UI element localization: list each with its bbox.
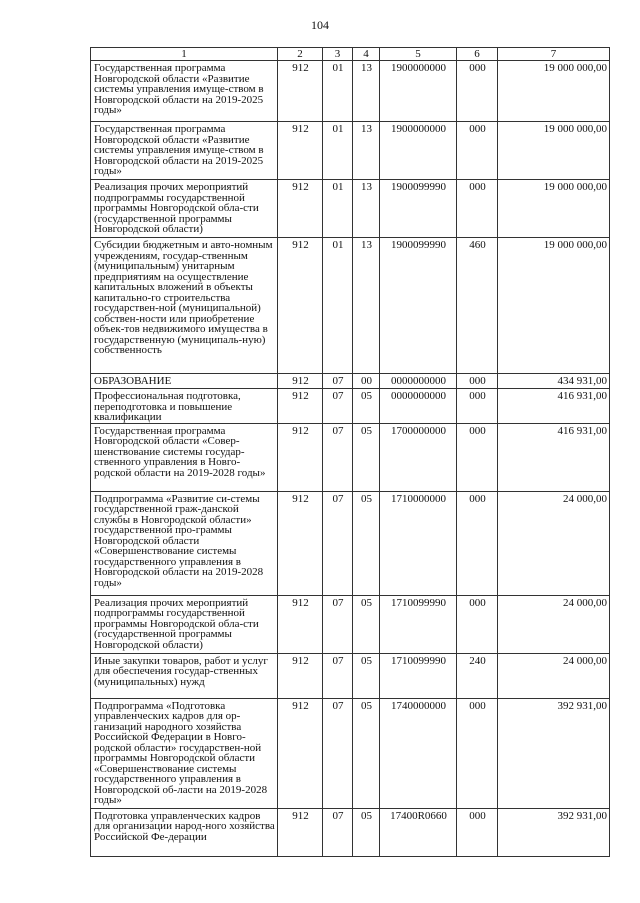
- amount-cell: 392 931,00: [498, 808, 610, 856]
- expense-type-cell: 000: [457, 595, 498, 653]
- row-name-cell: ОБРАЗОВАНИЕ: [91, 374, 278, 389]
- section-code-cell: 01: [323, 180, 353, 238]
- target-article-cell: 1900000000: [380, 122, 457, 180]
- table-row: [91, 122, 610, 180]
- expense-type-cell: 000: [457, 180, 498, 238]
- subsection-code-cell: 05: [353, 653, 380, 698]
- expense-type-cell: 000: [457, 423, 498, 491]
- amount-cell: 434 931,00: [498, 374, 610, 389]
- row-name-cell: Государственная программа Новгородской области «Совер-шенствование системы государ-ственного управления в Новго-родской области на 2019-2028 годы»: [91, 423, 278, 491]
- section-code-cell: 01: [323, 238, 353, 374]
- ministry-code-cell: 912: [278, 389, 323, 424]
- section-code-cell: 07: [323, 423, 353, 491]
- amount-cell: 24 000,00: [498, 491, 610, 595]
- subsection-code-cell: 05: [353, 389, 380, 424]
- expense-type-cell: 000: [457, 61, 498, 122]
- expense-type-cell: 000: [457, 491, 498, 595]
- target-article-cell: 1710099990: [380, 595, 457, 653]
- table-row: [91, 180, 610, 238]
- row-name-cell: Субсидии бюджетным и авто-номным учреждениям, государ-ственным (муниципальным) унитарным предприятиям на осуществление капитальных вложений в объекты капитально-го строительства государствен-ной (муниципальной) собствен-ности или приобретение объек-тов недвижимого имущества в государственную (муниципаль-ную) собственность: [91, 238, 278, 374]
- table-row: [91, 595, 610, 653]
- target-article-cell: 0000000000: [380, 374, 457, 389]
- budget-table: [90, 47, 610, 857]
- subsection-code-cell: 00: [353, 374, 380, 389]
- section-code-cell: 07: [323, 653, 353, 698]
- section-code-cell: 07: [323, 698, 353, 808]
- page-number: 104: [311, 18, 329, 32]
- ministry-code-cell: 912: [278, 423, 323, 491]
- column-header: 7: [498, 48, 610, 61]
- subsection-code-cell: 13: [353, 180, 380, 238]
- column-header: 2: [278, 48, 323, 61]
- target-article-cell: 1900099990: [380, 180, 457, 238]
- target-article-cell: 1700000000: [380, 423, 457, 491]
- amount-cell: 416 931,00: [498, 423, 610, 491]
- subsection-code-cell: 05: [353, 808, 380, 856]
- row-name-cell: Реализация прочих мероприятий подпрограммы государственной программы Новгородской обла-сти (государственной программы Новгородской области): [91, 180, 278, 238]
- table-row: [91, 389, 610, 424]
- column-header: 1: [91, 48, 278, 61]
- ministry-code-cell: 912: [278, 122, 323, 180]
- table-body: [91, 61, 610, 857]
- expense-type-cell: 000: [457, 374, 498, 389]
- row-name-cell: Подпрограмма «Подготовка управленческих кадров для ор-ганизаций народного хозяйства Российской Федерации в Новго-родской области» государствен-ной программы Новгородской области «Совершенствование системы государственного управления в Новгородской об-ласти на 2019-2028 годы»: [91, 698, 278, 808]
- section-code-cell: 01: [323, 61, 353, 122]
- subsection-code-cell: 05: [353, 491, 380, 595]
- target-article-cell: 1900000000: [380, 61, 457, 122]
- target-article-cell: 0000000000: [380, 389, 457, 424]
- subsection-code-cell: 05: [353, 698, 380, 808]
- table-row: [91, 808, 610, 856]
- target-article-cell: 17400R0660: [380, 808, 457, 856]
- expense-type-cell: 000: [457, 808, 498, 856]
- subsection-code-cell: 13: [353, 61, 380, 122]
- expense-type-cell: 000: [457, 389, 498, 424]
- expense-type-cell: 240: [457, 653, 498, 698]
- row-name-cell: Иные закупки товаров, работ и услуг для обеспечения государ-ственных (муниципальных) нужд: [91, 653, 278, 698]
- subsection-code-cell: 13: [353, 238, 380, 374]
- subsection-code-cell: 05: [353, 595, 380, 653]
- amount-cell: 19 000 000,00: [498, 238, 610, 374]
- row-name-cell: Государственная программа Новгородской области «Развитие системы управления имуще-ством в Новгородской области на 2019-2025 годы»: [91, 122, 278, 180]
- expense-type-cell: 460: [457, 238, 498, 374]
- table-row: [91, 61, 610, 122]
- amount-cell: 416 931,00: [498, 389, 610, 424]
- subsection-code-cell: 05: [353, 423, 380, 491]
- section-code-cell: 07: [323, 595, 353, 653]
- subsection-code-cell: 13: [353, 122, 380, 180]
- row-name-cell: Подпрограмма «Развитие си-стемы государственной граж-данской службы в Новгородской области» государственной про-граммы Новгородской области «Совершенствование системы государственного управления в Новгородской области на 2019-2028 годы»: [91, 491, 278, 595]
- row-name-cell: Подготовка управленческих кадров для организации народ-ного хозяйства Российской Фе-дерации: [91, 808, 278, 856]
- section-code-cell: 07: [323, 808, 353, 856]
- amount-cell: 24 000,00: [498, 653, 610, 698]
- column-header: 4: [353, 48, 380, 61]
- amount-cell: 24 000,00: [498, 595, 610, 653]
- section-code-cell: 07: [323, 374, 353, 389]
- column-header: 3: [323, 48, 353, 61]
- table-row: [91, 653, 610, 698]
- table-row: [91, 698, 610, 808]
- ministry-code-cell: 912: [278, 653, 323, 698]
- ministry-code-cell: 912: [278, 491, 323, 595]
- column-header: 6: [457, 48, 498, 61]
- expense-type-cell: 000: [457, 122, 498, 180]
- row-name-cell: Профессиональная подготовка, переподготовка и повышение квалификации: [91, 389, 278, 424]
- target-article-cell: 1710099990: [380, 653, 457, 698]
- table-row: [91, 423, 610, 491]
- section-code-cell: 07: [323, 389, 353, 424]
- ministry-code-cell: 912: [278, 595, 323, 653]
- expense-type-cell: 000: [457, 698, 498, 808]
- target-article-cell: 1740000000: [380, 698, 457, 808]
- target-article-cell: 1710000000: [380, 491, 457, 595]
- ministry-code-cell: 912: [278, 180, 323, 238]
- ministry-code-cell: 912: [278, 698, 323, 808]
- ministry-code-cell: 912: [278, 61, 323, 122]
- column-number-row: [91, 48, 610, 61]
- section-code-cell: 01: [323, 122, 353, 180]
- amount-cell: 19 000 000,00: [498, 61, 610, 122]
- table-row: [91, 374, 610, 389]
- amount-cell: 19 000 000,00: [498, 180, 610, 238]
- target-article-cell: 1900099990: [380, 238, 457, 374]
- row-name-cell: Государственная программа Новгородской области «Развитие системы управления имуще-ством в Новгородской области на 2019-2025 годы»: [91, 61, 278, 122]
- amount-cell: 19 000 000,00: [498, 122, 610, 180]
- row-name-cell: Реализация прочих мероприятий подпрограммы государственной программы Новгородской обла-сти (государственной программы Новгородской области): [91, 595, 278, 653]
- table-row: [91, 491, 610, 595]
- section-code-cell: 07: [323, 491, 353, 595]
- table-row: [91, 238, 610, 374]
- amount-cell: 392 931,00: [498, 698, 610, 808]
- column-header: 5: [380, 48, 457, 61]
- ministry-code-cell: 912: [278, 808, 323, 856]
- ministry-code-cell: 912: [278, 374, 323, 389]
- ministry-code-cell: 912: [278, 238, 323, 374]
